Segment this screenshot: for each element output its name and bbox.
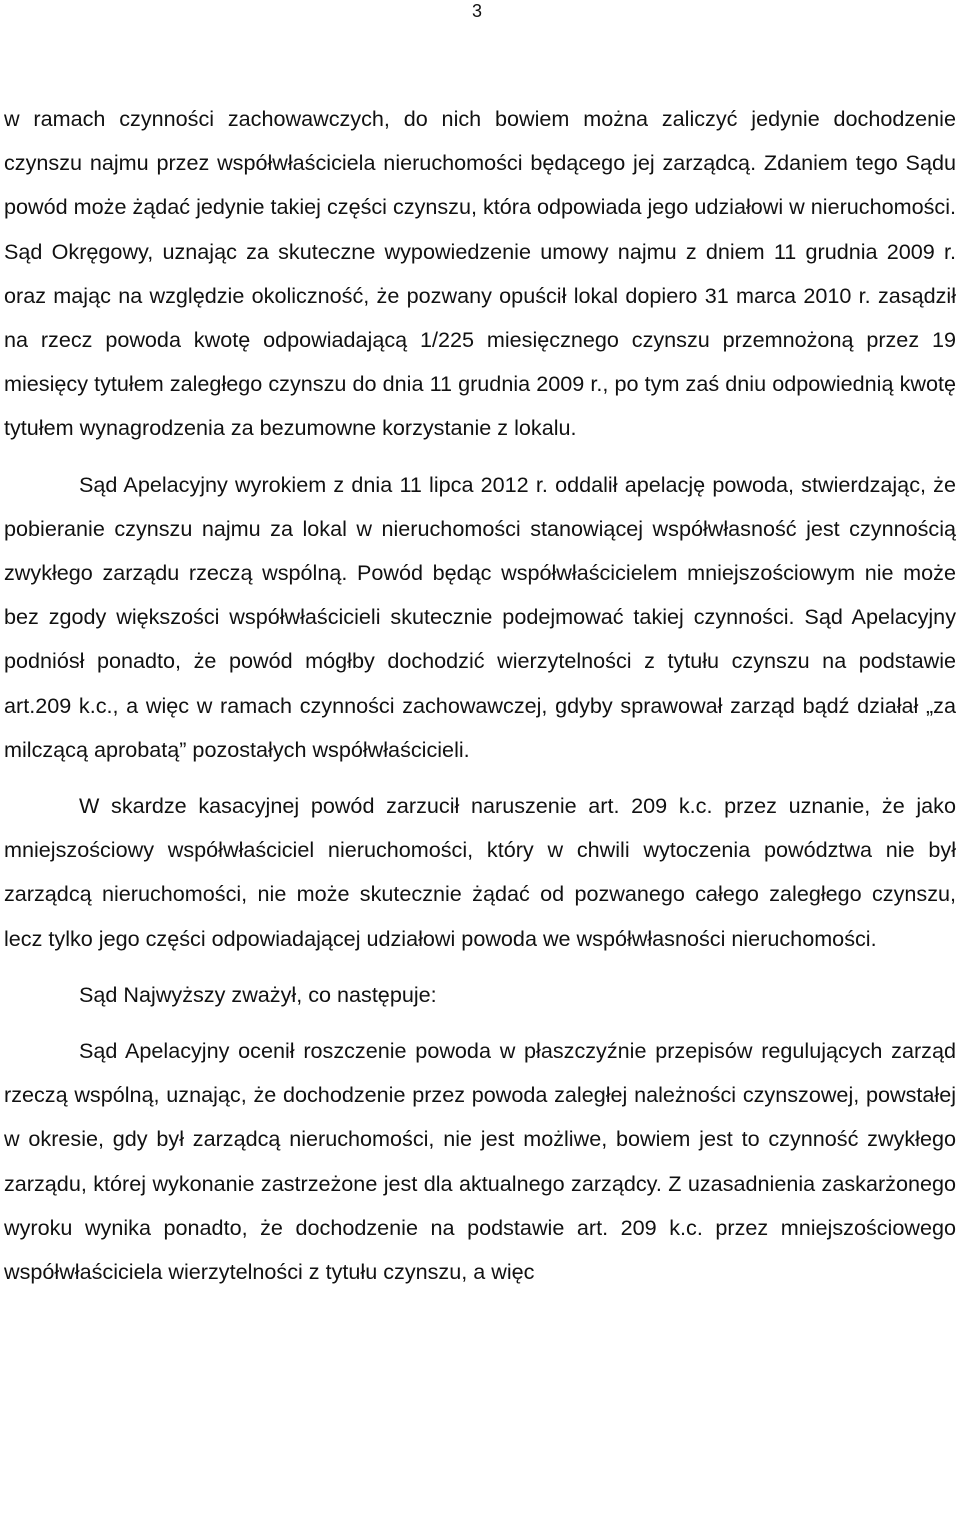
section-heading: Sąd Najwyższy zważył, co następuje: <box>79 981 437 1007</box>
page-number: 3 <box>472 1 483 21</box>
paragraph-cassation-complaint: W skardze kasacyjnej powód zarzucił naruszenie art. 209 k.c. przez uznanie, że jako mniejszościowy współwłaściciel nieruchomości, który w chwili wytoczenia powództwa nie był zarządcą nieruchomości, nie może skutecznie żądać od pozwanego całego zaległego czynszu, lecz tylko jego części odpowiadającej udziałowi powoda we współwłasności nieruchomości. <box>4 793 956 951</box>
paragraph-appeal-court: Sąd Apelacyjny wyrokiem z dnia 11 lipca 2012 r. oddalił apelację powoda, stwierdzając, że pobieranie czynszu najmu za lokal w nieruchomości stanowiącej współwłasność jest czynnością zwykłego zarządu rzeczą wspólną. Powód będąc współwłaścicielem mniejszościowym nie może bez zgody większości współwłaścicieli skutecznie podejmować takiej czynności. Sąd Apelacyjny podniósł ponadto, że powód mógłby dochodzić wierzytelności z tytułu czynszu na podstawie art.209 k.c., a więc w ramach czynności zachowawczej, gdyby sprawował zarząd bądź działał „za milczącą aprobatą” pozostałych współwłaścicieli. <box>4 471 956 762</box>
document-body <box>4 97 956 1294</box>
paragraph-supreme-court-reasoning: Sąd Apelacyjny ocenił roszczenie powoda w płaszczyźnie przepisów regulujących zarząd rzeczą wspólną, uznając, że dochodzenie przez powoda zaległej należności czynszowej, powstałej w okresie, gdy był zarządcą nieruchomości, nie jest możliwe, bowiem jest to czynność zwykłego zarządu, której wykonanie zastrzeżone jest dla aktualnego zarządcy. Z uzasadnienia zaskarżonego wyroku wynika ponadto, że dochodzenie na podstawie art. 209 k.c. przez mniejszościowego współwłaściciela wierzytelności z tytułu czynszu, a więc <box>4 1038 956 1285</box>
paragraph-continuation: w ramach czynności zachowawczych, do nich bowiem można zaliczyć jedynie dochodzenie czynszu najmu przez współwłaściciela nieruchomości będącego jej zarządcą. Zdaniem tego Sądu powód może żądać jedynie takiej części czynszu, która odpowiada jego udziałowi w nieruchomości. Sąd Okręgowy, uznając za skuteczne wypowiedzenie umowy najmu z dniem 11 grudnia 2009 r. oraz mając na względzie okoliczność, że pozwany opuścił lokal dopiero 31 marca 2010 r. zasądził na rzecz powoda kwotę odpowiadającą 1/225 miesięcznego czynszu przemnożoną przez 19 miesięcy tytułem zaległego czynszu do dnia 11 grudnia 2009 r., po tym zaś dniu odpowiednią kwotę tytułem wynagrodzenia za bezumowne korzystanie z lokalu. <box>4 106 956 441</box>
